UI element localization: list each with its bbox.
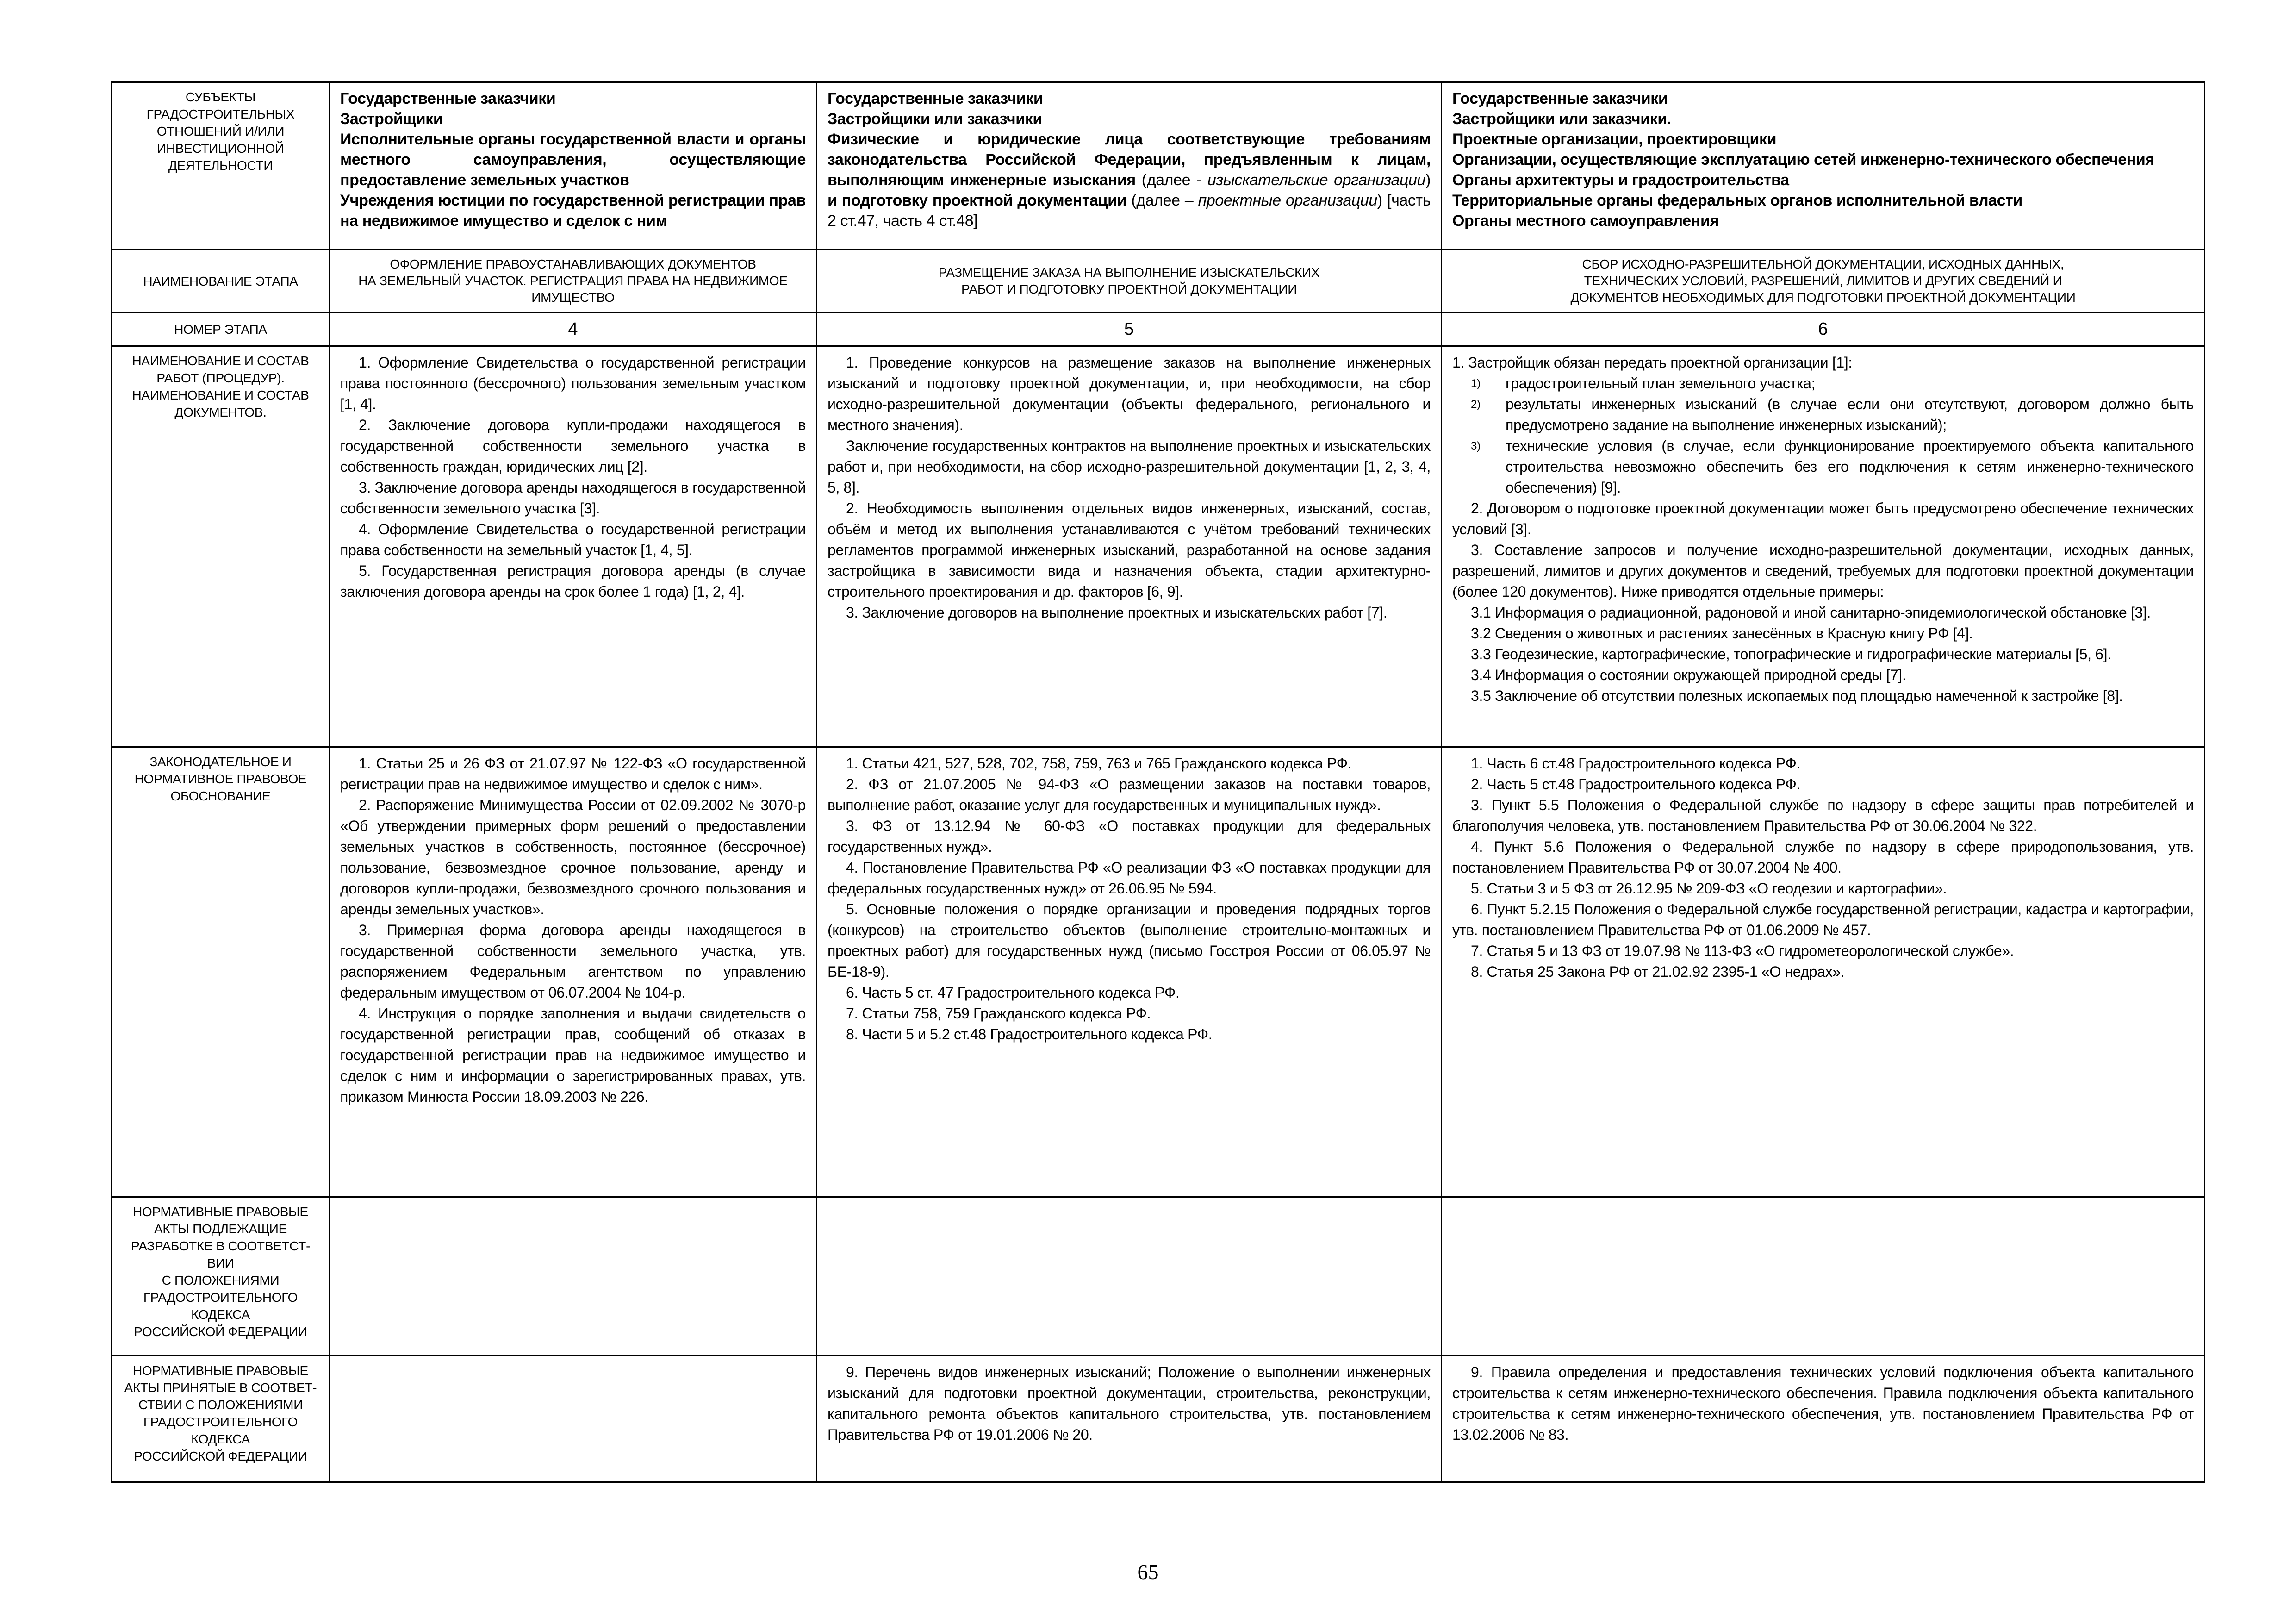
label-legal-basis: ЗАКОНОДАТЕЛЬНОЕ И НОРМАТИВНОЕ ПРАВОВОЕ ОБОСНОВАНИЕ — [112, 747, 330, 1197]
procedure-item: Заключение государственных контрактов на выполнение проектных и изыскательских работ и, при необходимости, на сбор исходно-разрешительной документации [1, 2, 3, 4, 5, 8]. — [828, 437, 1431, 496]
page-number: 65 — [1137, 1560, 1159, 1584]
label-acts-to-develop: НОРМАТИВНЫЕ ПРАВОВЫЕ АКТЫ ПОДЛЕЖАЩИЕ РАЗРАБОТКЕ В СООТВЕТСТ- ВИИ С ПОЛОЖЕНИЯМИ ГРАДОСТРОИТЕЛЬНОГО КОДЕКСА РОССИЙСКОЙ ФЕДЕРАЦИИ — [112, 1197, 330, 1356]
legal-item: 6. Пункт 5.2.15 Положения о Федеральной службе государственной регистрации, кадастра и картографии, утв. постановлением Правительства РФ от 01.06.2009 № 457. — [1452, 901, 2194, 938]
procedures-stage-5 — [817, 346, 1442, 747]
label-stage-name: НАИМЕНОВАНИЕ ЭТАПА — [112, 250, 330, 312]
legal-item: 1. Статьи 25 и 26 ФЗ от 21.07.97 № 122-ФЗ «О государственной регистрации прав на недвижимое имущество и сделок с ним». — [340, 755, 806, 793]
procedure-item: 3.4 Информация о состоянии окружающей природной среды [7]. — [1471, 667, 1906, 683]
acts-to-develop-5 — [817, 1197, 1442, 1356]
stage-number-6: 6 — [1442, 312, 2205, 346]
legal-item: 5. Статьи 3 и 5 ФЗ от 26.12.95 № 209-ФЗ «О геодезии и картографии». — [1471, 880, 1947, 897]
acts-adopted-4 — [330, 1356, 817, 1482]
legal-item: 6. Часть 5 ст. 47 Градостроительного кодекса РФ. — [846, 984, 1180, 1001]
label-acts-adopted: НОРМАТИВНЫЕ ПРАВОВЫЕ АКТЫ ПРИНЯТЫЕ В СООТВЕТ- СТВИИ С ПОЛОЖЕНИЯМИ ГРАДОСТРОИТЕЛЬНОГО КОДЕКСА РОССИЙСКОЙ ФЕДЕРАЦИИ — [112, 1356, 330, 1482]
stage-name-6: СБОР ИСХОДНО-РАЗРЕШИТЕЛЬНОЙ ДОКУМЕНТАЦИИ, ИСХОДНЫХ ДАННЫХ, ТЕХНИЧЕСКИХ УСЛОВИЙ, РАЗРЕШЕНИЙ, ЛИМИТОВ И ДРУГИХ СВЕДЕНИЙ И ДОКУМЕНТОВ НЕОБХОДИМЫХ ДЛЯ ПОДГОТОВКИ ПРОЕКТНОЙ ДОКУМЕНТАЦИИ — [1442, 250, 2205, 312]
procedure-item: 1. Проведение конкурсов на размещение заказов на выполнение инженерных изысканий и подготовку проектной документации, и, при необходимости, на сбор исходно-разрешительной документации (объекты федерального, регионального и местного значения). — [828, 354, 1431, 433]
legal-item: 3. Пункт 5.5 Положения о Федеральной службе по надзору в сфере защиты прав потребителей и благополучия человека, утв. постановлением Правительства РФ от 30.06.2004 № 322. — [1452, 797, 2194, 834]
row-acts-to-develop — [112, 1197, 2205, 1356]
legal-item: 4. Инструкция о порядке заполнения и выдачи свидетельств о государственной регистрации прав, сообщений об отказах в государственной регистрации прав на недвижимое имущество и сделок с ним и информации о зарегистрированных правах, утв. приказом Минюста России 18.09.2003 № 226. — [340, 1005, 806, 1105]
label-subjects: СУБЪЕКТЫ ГРАДОСТРОИТЕЛЬНЫХ ОТНОШЕНИЙ И/ИЛИ ИНВЕСТИЦИОННОЙ ДЕЯТЕЛЬНОСТИ — [112, 82, 330, 250]
label-stage-number: НОМЕР ЭТАПА — [112, 312, 330, 346]
adopted-item: 9. Правила определения и предоставления технических условий подключения объекта капитального строительства к сетям инженерно-технического обеспечения. Правила подключения объекта капитального строительства к сетям инженерно-технического обеспечения, утв. постановлением Правительства РФ от 13.02.2006 № 83. — [1452, 1364, 2194, 1443]
procedures-stage-4 — [330, 346, 817, 747]
subjects-stage-4: Государственные заказчики Застройщики Исполнительные органы государственной власти и органы местного самоуправления, осуществляющие предоставление земельных участков Учреждения юстиции по государственной регистрации прав на недвижимое имущество и сделок с ним — [330, 82, 817, 250]
acts-to-develop-4 — [330, 1197, 817, 1356]
row-acts-adopted — [112, 1356, 2205, 1482]
legal-item: 2. ФЗ от 21.07.2005 № 94-ФЗ «О размещении заказов на поставки товаров, выполнение работ, оказание услуг для государственных и муниципальных нужд». — [828, 776, 1431, 813]
adopted-item: 9. Перечень видов инженерных изысканий; Положение о выполнении инженерных изысканий для подготовки проектной документации, строительства, реконструкции, капитального ремонта объектов капитального строительства, утв. постановлением Правительства РФ от 19.01.2006 № 20. — [828, 1364, 1431, 1443]
row-stage-name — [112, 250, 2205, 312]
procedure-sublist — [1452, 373, 2194, 498]
label-procedures: НАИМЕНОВАНИЕ И СОСТАВ РАБОТ (ПРОЦЕДУР). НАИМЕНОВАНИЕ И СОСТАВ ДОКУМЕНТОВ. — [112, 346, 330, 747]
stage-name-5: РАЗМЕЩЕНИЕ ЗАКАЗА НА ВЫПОЛНЕНИЕ ИЗЫСКАТЕЛЬСКИХ РАБОТ И ПОДГОТОВКУ ПРОЕКТНОЙ ДОКУМЕНТАЦИИ — [817, 250, 1442, 312]
procedure-item: 3.3 Геодезические, картографические, топографические и гидрографические материалы [5, 6]. — [1471, 646, 2111, 662]
legal-item: 5. Основные положения о порядке организации и проведения подрядных торгов (конкурсов) на строительство объектов (выполнение строительно-монтажных и проектных работ) для государственных нужд (письмо Госстроя России от 06.05.97 № БЕ-18-9). — [828, 901, 1431, 980]
procedure-item: 3.2 Сведения о животных и растениях занесённых в Красную книгу РФ [4]. — [1471, 625, 1973, 642]
stage-number-4: 4 — [330, 312, 817, 346]
procedures-stage-6 — [1442, 346, 2205, 747]
subjects-stage-5: Государственные заказчики Застройщики или заказчики Физические и юридические лица соответствующие требованиям законодательства Российской Федерации, предъявленным к лицам, выполняющим инженерные изыскания (далее - изыскательские организации) и подготовку проектной документации (далее – проектные организации) [часть 2 ст.47, часть 4 ст.48] — [817, 82, 1442, 250]
legal-stage-5 — [817, 747, 1442, 1197]
procedure-item: 2. Необходимость выполнения отдельных видов инженерных, изысканий, состав, объём и метод их выполнения устанавливаются с учётом требований технических регламентов программой инженерных изысканий, разработанной на основе задания застройщика в зависимости вида и назначения объекта, стадии архитектурно-строительного проектирования и др. факторов [6, 9]. — [828, 500, 1431, 600]
procedure-item: 5. Государственная регистрация договора аренды (в случае заключения договора аренды на срок более 1 года) [1, 2, 4]. — [340, 562, 806, 600]
legal-item: 1. Статьи 421, 527, 528, 702, 758, 759, 763 и 765 Гражданского кодекса РФ. — [846, 755, 1352, 772]
row-subjects — [112, 82, 2205, 250]
procedure-item: 3. Составление запросов и получение исходно-разрешительной документации, исходных данных, разрешений, лимитов и других документов и сведений, требуемых для подготовки проектной документации (более 120 документов). Ниже приводятся отдельные примеры: — [1452, 542, 2194, 600]
procedure-item: 4. Оформление Свидетельства о государственной регистрации права собственности на земельный участок [1, 4, 5]. — [340, 521, 806, 558]
row-legal-basis — [112, 747, 2205, 1197]
acts-adopted-5 — [817, 1356, 1442, 1482]
legal-item: 3. ФЗ от 13.12.94 № 60-ФЗ «О поставках продукции для федеральных государственных нужд». — [828, 818, 1431, 855]
acts-adopted-6 — [1442, 1356, 2205, 1482]
legal-stage-4 — [330, 747, 817, 1197]
list-item: 3) технические условия (в случае, если функционирование проектируемого объекта капитального строительства невозможно обеспечить без его подключения к сетям инженерно-технического обеспечения) [9]. — [1471, 437, 2194, 496]
procedure-item: 3.5 Заключение об отсутствии полезных ископаемых под площадью намеченной к застройке [8]. — [1471, 687, 2123, 704]
legal-stage-6 — [1442, 747, 2205, 1197]
legal-item: 7. Статьи 758, 759 Гражданского кодекса РФ. — [846, 1005, 1151, 1022]
list-item: 1) градостроительный план земельного участка; — [1471, 375, 1816, 392]
stage-number-5: 5 — [817, 312, 1442, 346]
procedure-item: 2. Договором о подготовке проектной документации может быть предусмотрено обеспечение технических условий [3]. — [1452, 500, 2194, 537]
legal-item: 1. Часть 6 ст.48 Градостроительного кодекса РФ. — [1471, 755, 1801, 772]
procedure-item: 2. Заключение договора купли-продажи находящегося в государственной собственности земельного участка в собственность граждан, юридических лиц [2]. — [340, 417, 806, 475]
procedure-item: 3.1 Информация о радиационной, радоновой и иной санитарно-эпидемиологической обстановке [3]. — [1471, 604, 2151, 621]
process-table — [111, 81, 2205, 1483]
subjects-stage-6: Государственные заказчики Застройщики или заказчики. Проектные организации, проектировщики Организации, осуществляющие эксплуатацию сетей инженерно-технического обеспечения Органы архитектуры и градостроительства Территориальные органы федеральных органов исполнительной власти Органы местного самоуправления — [1442, 82, 2205, 250]
row-procedures — [112, 346, 2205, 747]
legal-item: 2. Распоряжение Минимущества России от 02.09.2002 № 3070-р «Об утверждении примерных форм решений о предоставлении земельных участков в собственность, постоянное (бессрочное) пользование, безвозмездное срочное пользование, аренду и договоров купли-продажи, безвозмездного срочного пользования и аренды земельных участков». — [340, 797, 806, 918]
legal-item: 8. Статья 25 Закона РФ от 21.02.92 2395-1 «О недрах». — [1471, 963, 1845, 980]
procedure-item: 1. Застройщик обязан передать проектной организации [1]: — [1452, 354, 1852, 371]
subjects-stage-5-persons: Физические и юридические лица соответствующие требованиям законодательства Российской Федерации, предъявленным к лицам, выполняющим инженерные изыскания (далее - изыскательские организации) и подготовку проектной документации (далее – проектные организации) [часть 2 ст.47, часть 4 ст.48] — [828, 131, 1431, 230]
procedure-item: 3. Заключение договоров на выполнение проектных и изыскательских работ [7]. — [846, 604, 1388, 621]
procedure-item: 1. Оформление Свидетельства о государственной регистрации права постоянного (бессрочного) пользования земельным участком [1, 4]. — [340, 354, 806, 412]
list-item: 2) результаты инженерных изысканий (в случае если они отсутствуют, договором должно быть предусмотрено задание на выполнение инженерных изысканий); — [1471, 396, 2194, 433]
legal-item: 2. Часть 5 ст.48 Градостроительного кодекса РФ. — [1471, 776, 1801, 793]
stage-name-4: ОФОРМЛЕНИЕ ПРАВОУСТАНАВЛИВАЮЩИХ ДОКУМЕНТОВ НА ЗЕМЕЛЬНЫЙ УЧАСТОК. РЕГИСТРАЦИЯ ПРАВА НА НЕДВИЖИМОЕ ИМУЩЕСТВО — [330, 250, 817, 312]
legal-item: 4. Пункт 5.6 Положения о Федеральной службе по надзору в сфере природопользования, утв. постановлением Правительства РФ от 30.07.2004 № 400. — [1452, 838, 2194, 876]
legal-item: 3. Примерная форма договора аренды находящегося в государственной собственности земельного участка, утв. распоряжением Федеральным агентством по управлению федеральным имуществом от 06.07.2004 № 104-р. — [340, 922, 806, 1001]
acts-to-develop-6 — [1442, 1197, 2205, 1356]
procedure-item: 3. Заключение договора аренды находящегося в государственной собственности земельного участка [3]. — [340, 479, 806, 517]
legal-item: 8. Части 5 и 5.2 ст.48 Градостроительного кодекса РФ. — [846, 1026, 1213, 1043]
row-stage-number — [112, 312, 2205, 346]
legal-item: 7. Статья 5 и 13 ФЗ от 19.07.98 № 113-ФЗ «О гидрометеорологической службе». — [1471, 943, 2014, 959]
legal-item: 4. Постановление Правительства РФ «О реализации ФЗ «О поставках продукции для федеральных государственных нужд» от 26.06.95 № 594. — [828, 859, 1431, 897]
